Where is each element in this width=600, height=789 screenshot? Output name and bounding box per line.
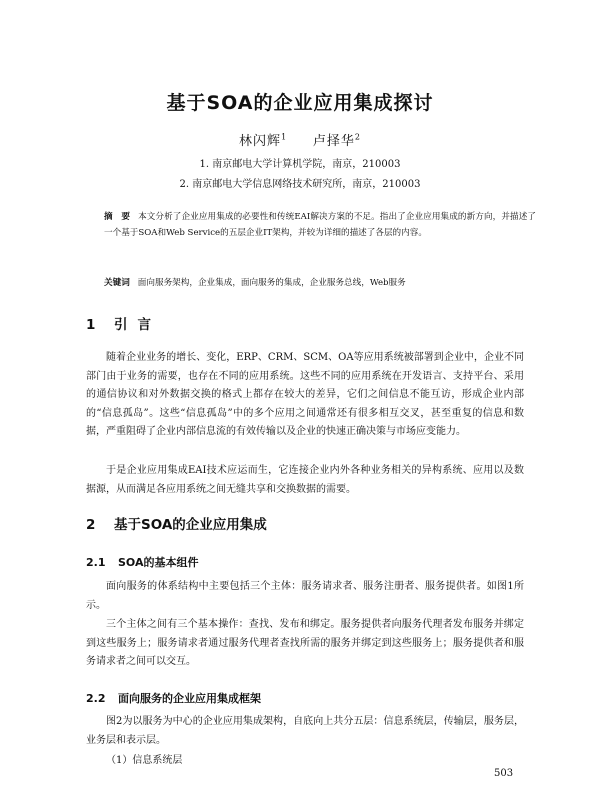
author-affiliation-mark: 1	[281, 132, 288, 142]
section-title: 基于SOA的企业应用集成	[114, 517, 267, 533]
author-name: 林闪辉	[239, 134, 282, 149]
subsection-heading-2-1	[86, 554, 199, 570]
affiliation-1: 1. 南京邮电大学计算机学院，南京，210003	[199, 159, 401, 170]
page-number: 503	[494, 768, 514, 779]
section-heading-1	[86, 313, 161, 333]
author-name: 卢择华	[312, 134, 355, 149]
author-affiliation-mark: 2	[354, 132, 361, 142]
abstract-text: 本文分析了企业应用集成的必要性和传统EAI解决方案的不足。指出了企业应用集成的新方向，并描述了一个基于SOA和Web Service的五层企业IT架构，并较为详细的描述了各层的内容。	[104, 212, 536, 238]
affiliation-2: 2. 南京邮电大学信息网络技术研究所，南京，210003	[179, 179, 421, 190]
paragraph: 面向服务的体系结构中主要包括三个主体：服务请求者、服务注册者、服务提供者。如图1所示。	[86, 581, 524, 611]
keywords	[104, 276, 536, 290]
subsection-number: 2.1	[86, 556, 106, 569]
paper-title: 基于SOA的企业应用集成探讨	[166, 92, 434, 114]
subsection-title: SOA的基本组件	[118, 556, 199, 569]
section-heading-2	[86, 513, 267, 533]
paragraph: 于是企业应用集成EAI技术应运而生，它连接企业内外各种业务相关的异构系统、应用以及数据源，从而满足各应用系统之间无缝共享和交换数据的需要。	[86, 465, 524, 495]
section-number: 1	[86, 317, 96, 333]
subsection-number: 2.2	[86, 692, 106, 705]
paragraph: 随着企业业务的增长、变化，ERP、CRM、SCM、OA等应用系统被部署到企业中，企业不同部门由于业务的需要，也存在不同的应用系统。这些不同的应用系统在开发语言、支持平台、采用的通信协议和对外数据交换的格式上都存在较大的差异，它们之间信息不能互访，形成企业内部的“信息孤岛”。这些“信息孤岛”中的多个应用之间通常还有很多相互交叉，甚至重复的信息和数据，严重阻碍了企业内部信息流的有效传输以及企业的快速正确决策与市场应变能力。	[86, 352, 524, 437]
author-line	[0, 130, 600, 149]
section-title: 引言	[114, 317, 161, 333]
abstract-label: 摘 要	[104, 212, 131, 222]
paragraph: 图2为以服务为中心的企业应用集成架构，自底向上共分五层：信息系统层，传输层，服务层，业务层和表示层。	[86, 716, 524, 746]
subsection-title: 面向服务的企业应用集成框架	[118, 692, 261, 705]
keywords-text: 面向服务架构，企业集成，面向服务的集成，企业服务总线，Web服务	[137, 278, 406, 288]
subsection-heading-2-2	[86, 690, 261, 706]
section-number: 2	[86, 517, 96, 533]
list-item: （1）信息系统层	[106, 755, 183, 766]
paragraph: 三个主体之间有三个基本操作：查找、发布和绑定。服务提供者向服务代理者发布服务并绑定到这些服务上；服务请求者通过服务代理者查找所需的服务并绑定到这些服务上；服务提供者和服务请求者之间可以交互。	[86, 619, 524, 667]
keywords-label: 关键词	[104, 278, 130, 288]
abstract	[104, 209, 536, 241]
